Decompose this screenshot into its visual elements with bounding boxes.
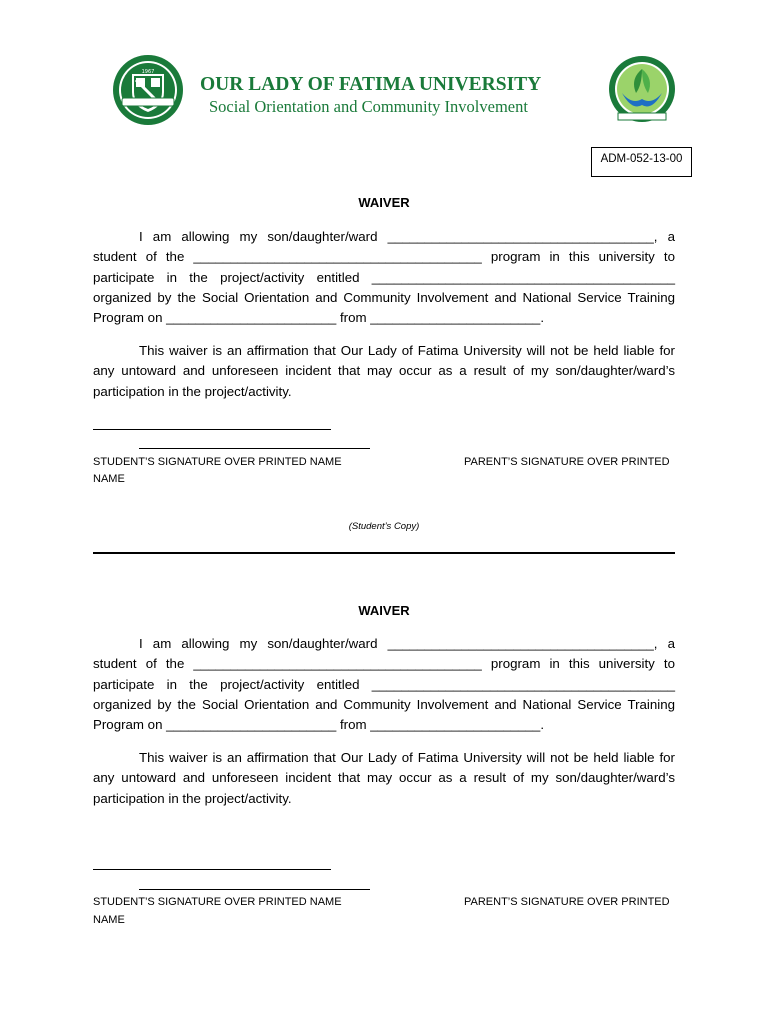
waiver-paragraph-1-copy-text: I am allowing my son/daughter/ward ____________________________________, a student of the _______________________________________ program in this university to participate in the project/activity entitled _________________________________________ organized by the Social Orientation and Community Involvement and National Service Training Program on _______________________ from _______________________.	[93, 636, 675, 733]
seal-year: 1967	[141, 69, 155, 75]
university-seal-icon	[112, 54, 184, 126]
section-divider	[93, 552, 675, 554]
soci-leaf-logo-icon	[606, 55, 678, 127]
parent-signature-label-2: PARENT’S SIGNATURE OVER PRINTED	[464, 896, 670, 908]
student-signature-line[interactable]	[93, 429, 331, 430]
student-signature-label: STUDENT’S SIGNATURE OVER PRINTED NAME	[93, 456, 342, 468]
parent-signature-label-cont-2: NAME	[93, 914, 125, 926]
parent-signature-label: PARENT’S SIGNATURE OVER PRINTED	[464, 456, 670, 468]
waiver-paragraph-2-copy	[93, 748, 675, 809]
student-signature-line-2[interactable]	[93, 869, 331, 870]
waiver-title-2: WAIVER	[358, 603, 410, 618]
waiver-paragraph-2-text: This waiver is an affirmation that Our Lady of Fatima University will not be held liable for any untoward and unforeseen incident that may occur as a result of my son/daughter/ward’s participation in the project/activity.	[93, 343, 675, 399]
parent-signature-label-cont: NAME	[93, 473, 125, 485]
waiver-paragraph-1-text: I am allowing my son/daughter/ward ____________________________________, a student of the _______________________________________ program in this university to participate in the project/activity entitled _________________________________________ organized by the Social Orientation and Community Involvement and National Service Training Program on _______________________ from _______________________.	[93, 229, 675, 326]
department-name: Social Orientation and Community Involvement	[209, 97, 528, 116]
waiver-paragraph-1	[93, 227, 675, 328]
university-name: OUR LADY OF FATIMA UNIVERSITY	[200, 74, 542, 95]
waiver-paragraph-2	[93, 341, 675, 402]
parent-signature-line-2[interactable]	[139, 889, 370, 890]
waiver-title: WAIVER	[358, 195, 410, 210]
form-code: ADM-052-13-00	[591, 147, 692, 177]
student-signature-label-2: STUDENT’S SIGNATURE OVER PRINTED NAME	[93, 896, 342, 908]
waiver-paragraph-2-copy-text: This waiver is an affirmation that Our Lady of Fatima University will not be held liable for any untoward and unforeseen incident that may occur as a result of my son/daughter/ward’s participation in the project/activity.	[93, 750, 675, 806]
waiver-paragraph-1-copy	[93, 634, 675, 735]
copy-note: (Student’s Copy)	[348, 521, 420, 532]
parent-signature-line[interactable]	[139, 448, 370, 449]
